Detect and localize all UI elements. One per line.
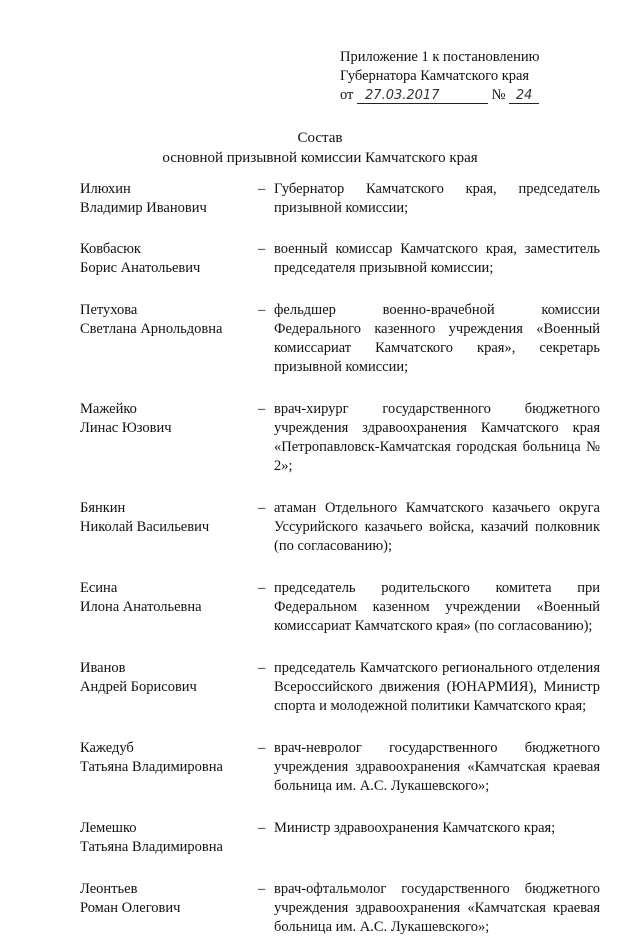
members-list xyxy=(80,180,600,937)
number-field xyxy=(509,88,539,104)
handwritten-number: 24 xyxy=(515,88,533,103)
dash-separator: – xyxy=(258,181,266,197)
document-title xyxy=(0,128,640,168)
member-entry xyxy=(80,819,600,857)
member-entry xyxy=(80,301,600,377)
title-line-2: основной призывной комиссии Камчатского края xyxy=(162,150,478,166)
member-surname: Петухова xyxy=(80,302,138,318)
member-surname: Мажейко xyxy=(80,401,137,417)
appendix-line-3 xyxy=(340,86,539,105)
member-name xyxy=(80,659,258,697)
dash-separator: – xyxy=(258,302,266,318)
member-name xyxy=(80,499,258,537)
member-name xyxy=(80,400,258,438)
member-entry xyxy=(80,240,600,278)
member-role: врач-офтальмолог государственного бюджетного учреждения здравоохранения «Камчатская краевая больница им. А.С. Лукашевского»; xyxy=(274,881,600,935)
member-surname: Иванов xyxy=(80,660,126,676)
member-given-name: Роман Олегович xyxy=(80,900,181,916)
appendix-line-1: Приложение 1 к постановлению xyxy=(340,49,540,65)
from-label: от xyxy=(340,87,354,103)
member-given-name: Владимир Иванович xyxy=(80,200,207,216)
member-given-name: Илона Анатольевна xyxy=(80,599,202,615)
member-given-name: Татьяна Владимировна xyxy=(80,839,223,855)
member-role: фельдшер военно-врачебной комиссии Федерального казенного учреждения «Военный комиссариат Камчатского края», секретарь призывной комиссии; xyxy=(274,302,600,375)
member-role: врач-невролог государственного бюджетного учреждения здравоохранения «Камчатская краевая больница им. А.С. Лукашевского»; xyxy=(274,740,600,794)
member-given-name: Светлана Арнольдовна xyxy=(80,321,223,337)
member-given-name: Татьяна Владимировна xyxy=(80,759,223,775)
member-name xyxy=(80,180,258,218)
member-surname: Лемешко xyxy=(80,820,137,836)
dash-separator: – xyxy=(258,500,266,516)
dash-separator: – xyxy=(258,820,266,836)
member-name xyxy=(80,819,258,857)
member-entry xyxy=(80,400,600,476)
member-entry xyxy=(80,499,600,556)
dash-separator: – xyxy=(258,580,266,596)
handwritten-date: 27.03.2017 xyxy=(365,88,440,103)
appendix-header xyxy=(340,48,539,105)
member-name xyxy=(80,240,258,278)
member-given-name: Борис Анатольевич xyxy=(80,260,201,276)
member-role: председатель родительского комитета при Федеральном казенном учреждении «Военный комиссариат Камчатского края» (по согласованию); xyxy=(274,580,600,634)
dash-separator: – xyxy=(258,660,266,676)
member-entry xyxy=(80,659,600,716)
member-role: врач-хирург государственного бюджетного учреждения здравоохранения Камчатского края «Петропавловск-Камчатская городская больница № 2»; xyxy=(274,401,600,474)
date-field xyxy=(357,88,488,104)
member-role: Министр здравоохранения Камчатского края; xyxy=(274,820,556,836)
member-role: атаман Отдельного Камчатского казачьего округа Уссурийского казачьего войска, казачий полковник (по согласованию); xyxy=(274,500,600,554)
member-surname: Кажедуб xyxy=(80,740,134,756)
member-name xyxy=(80,880,258,918)
member-entry xyxy=(80,880,600,937)
member-name xyxy=(80,301,258,339)
title-line-1: Состав xyxy=(297,130,343,146)
member-surname: Бянкин xyxy=(80,500,126,516)
member-given-name: Николай Васильевич xyxy=(80,519,210,535)
dash-separator: – xyxy=(258,401,266,417)
appendix-line-2: Губернатора Камчатского края xyxy=(340,68,530,84)
member-surname: Ковбасюк xyxy=(80,241,141,257)
dash-separator: – xyxy=(258,740,266,756)
member-surname: Леонтьев xyxy=(80,881,138,897)
member-entry xyxy=(80,180,600,218)
number-label: № xyxy=(491,87,506,103)
member-given-name: Линас Юзович xyxy=(80,420,172,436)
member-surname: Илюхин xyxy=(80,181,131,197)
member-entry xyxy=(80,739,600,796)
member-name xyxy=(80,739,258,777)
member-name xyxy=(80,579,258,617)
member-entry xyxy=(80,579,600,636)
dash-separator: – xyxy=(258,241,266,257)
member-role: Губернатор Камчатского края, председатель призывной комиссии; xyxy=(274,181,600,216)
member-surname: Есина xyxy=(80,580,118,596)
member-given-name: Андрей Борисович xyxy=(80,679,197,695)
member-role: председатель Камчатского регионального отделения Всероссийского движения (ЮНАРМИЯ), Министр спорта и молодежной политики Камчатского края; xyxy=(274,660,600,714)
dash-separator: – xyxy=(258,881,266,897)
member-role: военный комиссар Камчатского края, заместитель председателя призывной комиссии; xyxy=(274,241,600,276)
